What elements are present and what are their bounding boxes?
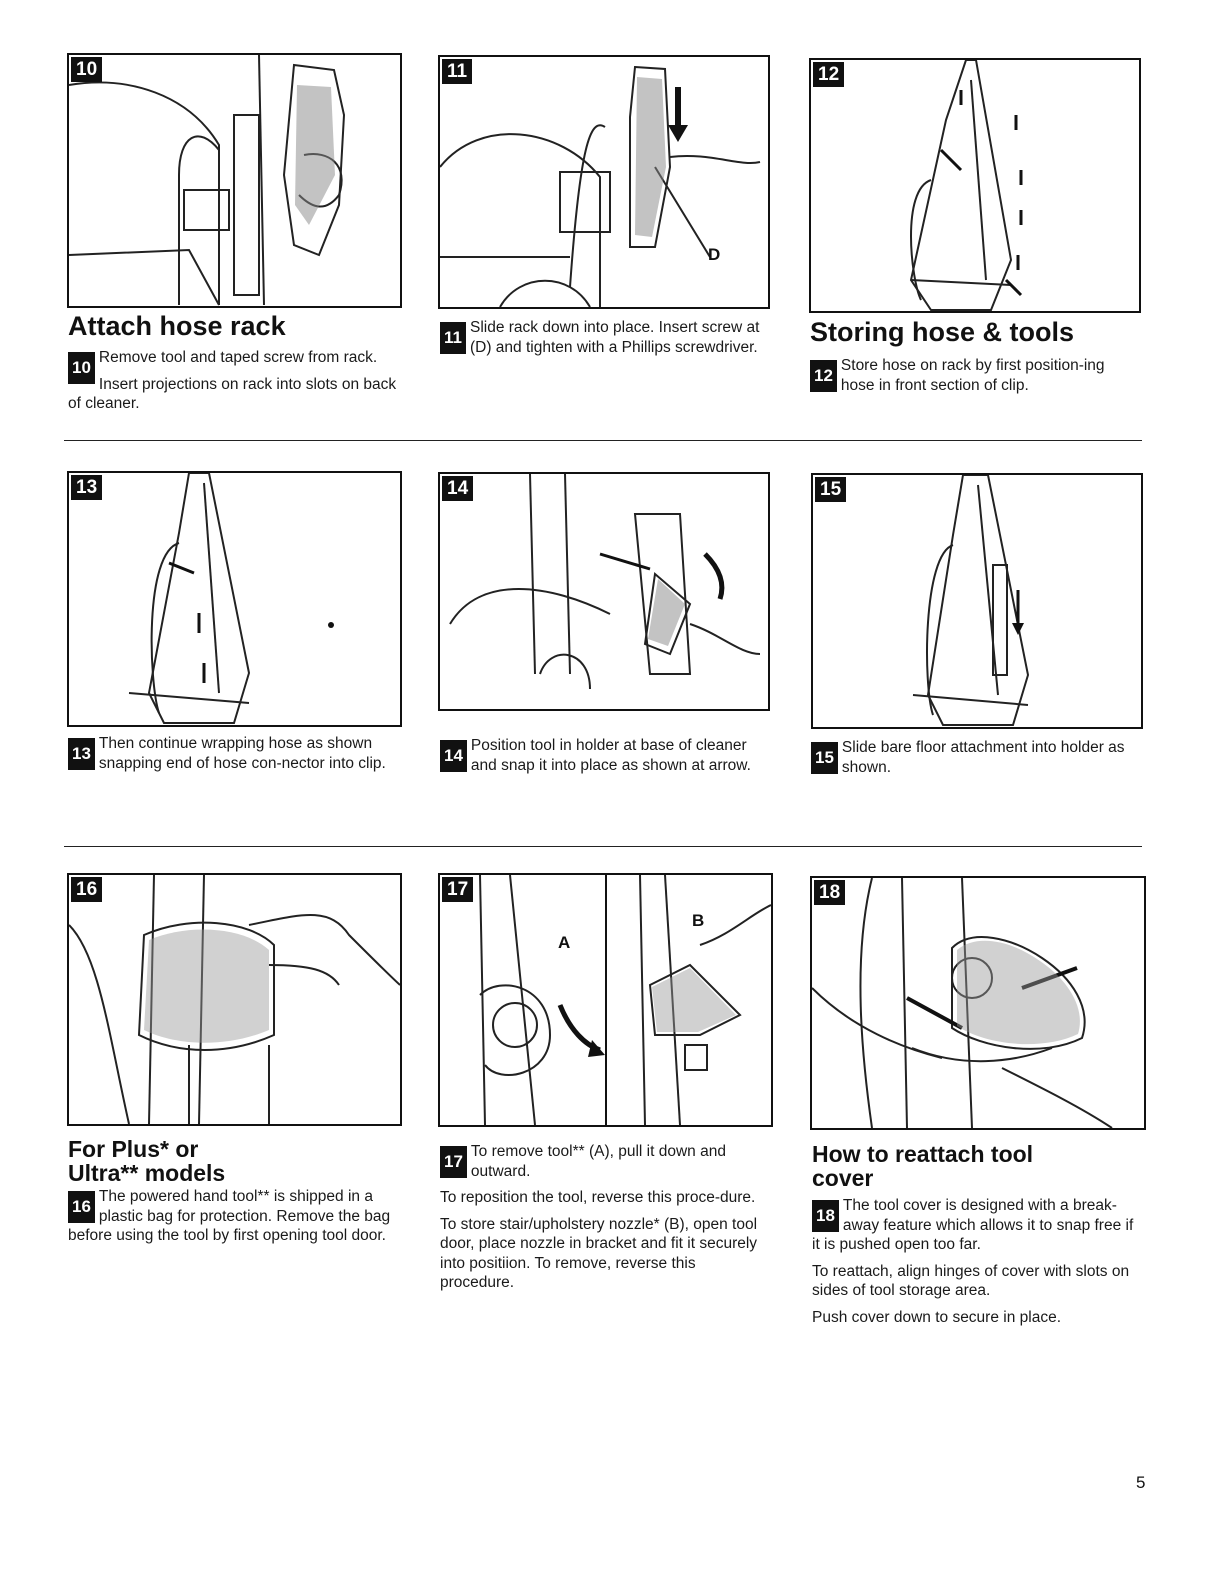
label-a: A bbox=[558, 933, 571, 952]
step-badge-11: 11 bbox=[442, 59, 472, 84]
step-badge-16: 16 bbox=[71, 877, 102, 902]
label-d: D bbox=[708, 245, 721, 264]
step-badge-18-text: 18 bbox=[812, 1200, 839, 1232]
step-text-11: 11 Slide rack down into place. Insert screw at (D) and tighten with a Phillips screwdriver. bbox=[440, 318, 766, 364]
illustration-16 bbox=[67, 873, 402, 1126]
illustration-13 bbox=[67, 471, 402, 727]
page-number: 5 bbox=[1136, 1473, 1146, 1492]
storing-hose-drawing bbox=[811, 60, 1139, 311]
illustration-14 bbox=[438, 472, 770, 711]
step-badge-14: 14 bbox=[442, 476, 473, 501]
step-badge-14-text: 14 bbox=[440, 740, 467, 772]
step-badge-13-text: 13 bbox=[68, 738, 95, 770]
step-badge-15-text: 15 bbox=[811, 742, 838, 774]
illustration-15 bbox=[811, 473, 1143, 729]
step-text-10: 10 Remove tool and taped screw from rack. Insert projections on rack into slots on back of cleaner. bbox=[68, 349, 397, 412]
divider-row-1 bbox=[64, 440, 1142, 441]
step-badge-13: 13 bbox=[71, 475, 102, 500]
step-badge-17: 17 bbox=[442, 877, 473, 902]
step-badge-11-text: 11 bbox=[440, 322, 466, 354]
label-b: B bbox=[692, 911, 705, 930]
divider-row-2 bbox=[64, 846, 1142, 847]
step-text-12: 12 Store hose on rack by first position-ing hose in front section of clip. bbox=[810, 356, 1140, 402]
hose-rack-attach-drawing bbox=[69, 55, 400, 306]
heading-storing-hose-tools: Storing hose & tools bbox=[810, 317, 1075, 347]
plastic-bag-tool-drawing bbox=[69, 875, 400, 1124]
step-badge-12-text: 12 bbox=[810, 360, 837, 392]
step-badge-12: 12 bbox=[813, 62, 844, 87]
wrapping-hose-drawing bbox=[69, 473, 400, 725]
step-text-17: 17 To remove tool** (A), pull it down and outward. To reposition the tool, reverse this proce-dure. To store stair/upholstery nozzle* (B), open tool door, place nozzle in bracket and fit it securely into positiion. To remove, reverse this procedure. bbox=[440, 1143, 758, 1291]
step-badge-16-text: 16 bbox=[68, 1191, 95, 1223]
step-badge-10: 10 bbox=[71, 57, 102, 82]
heading-attach-hose-rack: Attach hose rack bbox=[68, 311, 286, 341]
reattach-tool-cover-drawing bbox=[812, 878, 1144, 1128]
step-text-15: 15 Slide bare floor attachment into holder as shown. bbox=[811, 738, 1137, 784]
illustration-12 bbox=[809, 58, 1141, 313]
step-badge-17-text: 17 bbox=[440, 1146, 467, 1178]
step-text-13: 13 Then continue wrapping hose as shown snapping end of hose con-nector into clip. bbox=[68, 734, 398, 780]
heading-for-plus-ultra-models: For Plus* or Ultra** models bbox=[68, 1136, 226, 1187]
step-badge-18: 18 bbox=[814, 880, 845, 905]
bare-floor-attachment-drawing bbox=[813, 475, 1141, 727]
illustration-17 bbox=[438, 873, 773, 1127]
step-badge-15: 15 bbox=[815, 477, 846, 502]
step-text-14: 14 Position tool in holder at base of cleaner and snap it into place as shown at arrow. bbox=[440, 736, 766, 782]
tool-holder-drawing bbox=[440, 474, 768, 709]
heading-reattach-tool-cover: How to reattach tool cover bbox=[812, 1141, 1034, 1192]
remove-tool-nozzle-drawing bbox=[440, 875, 771, 1125]
illustration-11 bbox=[438, 55, 770, 309]
rack-slide-drawing bbox=[440, 57, 768, 307]
step-text-18: 18 The tool cover is designed with a break-away feature which allows it to snap free if it is pushed open too far. To reattach, align hinges of cover with slots on sides of tool storage area. Push cover down to secure in place. bbox=[812, 1197, 1134, 1326]
illustration-18 bbox=[810, 876, 1146, 1130]
step-badge-10-text: 10 bbox=[68, 352, 95, 384]
illustration-10 bbox=[67, 53, 402, 308]
step-text-16: 16 The powered hand tool** is shipped in a plastic bag for protection. Remove the bag before using the tool by first opening tool door. bbox=[68, 1188, 391, 1244]
